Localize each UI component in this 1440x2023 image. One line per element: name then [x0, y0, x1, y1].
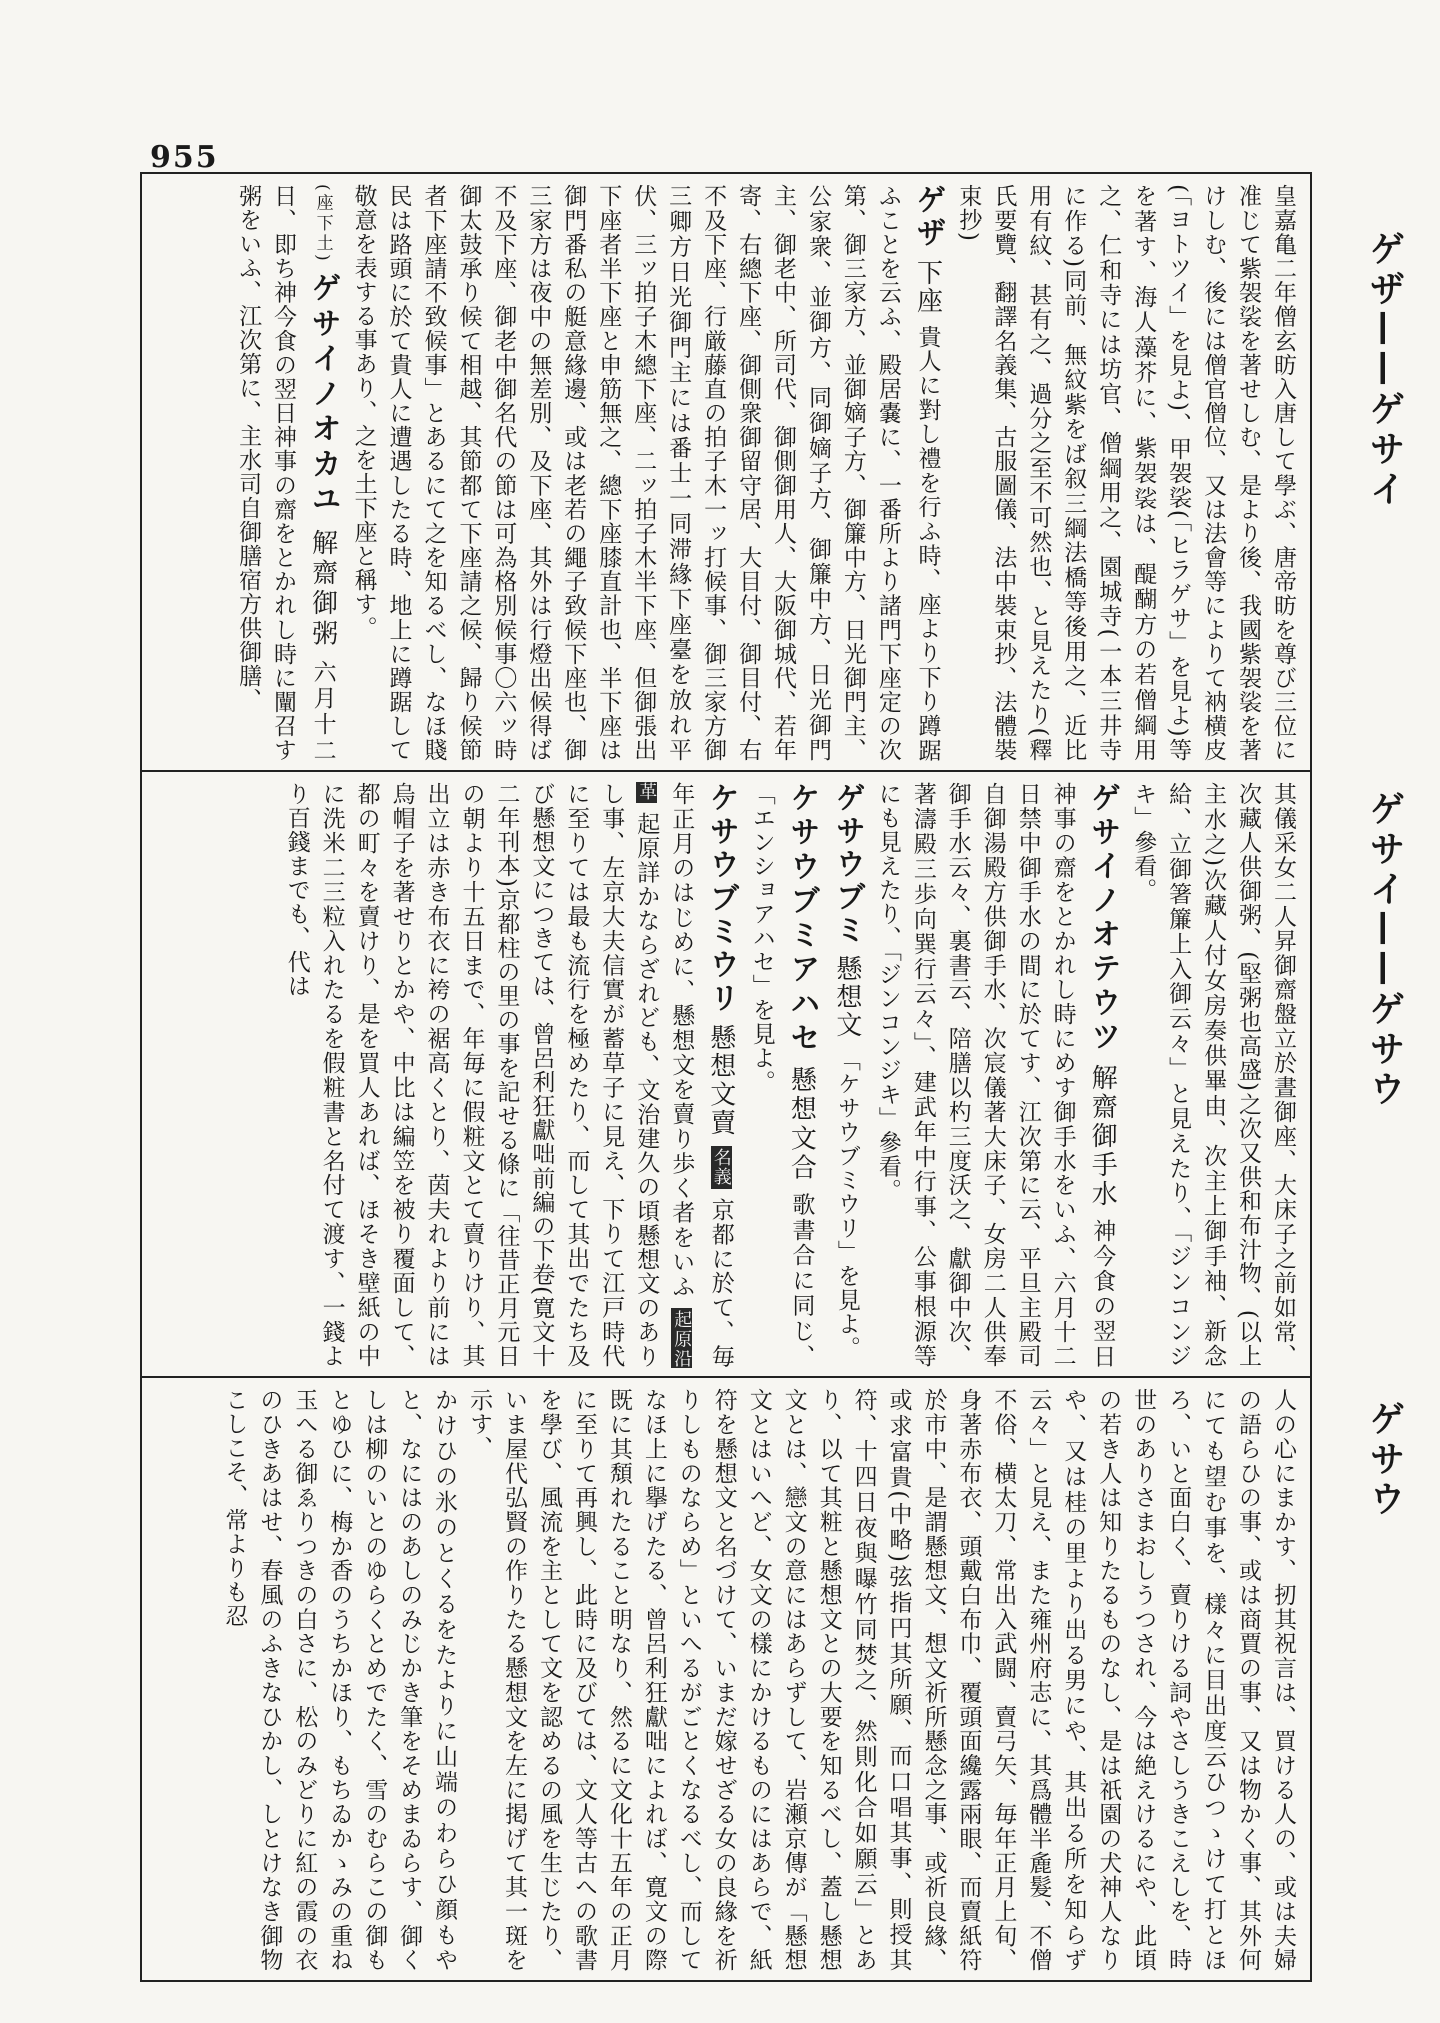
headword-kanji: 懸想文合 [786, 1065, 817, 1183]
headword-geza: ゲザ [910, 184, 946, 251]
page-number: 955 [150, 140, 219, 175]
entry-text: 神今食の翌日神事の齋をとかれし時にめす御手水をいふ、六月十二日禁中御手水の間に於てす、江次第に云、平旦主殿司自御湯殿方供御手水、次宸儀著大床子、女房二人供奉御手水云々、裏書云、陪膳以杓三度沃之、獻御中次、著濤殿三歩向巽行云々」、建武年中行事、公事根源等にも見えたり、「ジンコンジキ」參看。 [874, 782, 1116, 1368]
entry-continuation: 皇嘉亀二年僧玄昉入唐して學ぶ、唐帝昉を尊び三位に准じて紫袈裟を著せしむ、是より後、我國紫袈裟を著けしむ、後には僧官僧位、又は法會等によりて衲横皮(「ヨトツイ」を見よ)、甲袈裟(「ヒラゲサ」を見よ)等を著す、海人藻芥に、紫袈裟は、醍醐方の若僧綱用之、仁和寺には坊官、僧綱用之、園城寺(一本三井寺に作る)同前、無紋紫をば叙三綱法橋等後用之、近比用有紋、甚有之、過分之至不可然也、と見えたり(釋氏要覽、翻譯名義集、古服圖儀、法中裝束抄、法體裝束抄) [955, 184, 1296, 762]
entry-text: 六月十二日、即ち神今食の翌日神事の齋をとかれし時に闡召す粥をいふ、江次第に、主水司自御膳宿方供御膳、 [235, 184, 336, 762]
entry-text: 京都に於て、毎年正月のはじめに、懸想文を賣り歩く者をいふ [668, 782, 734, 1368]
entry-text: 「ケサウブミウリ」を見よ。 [833, 1047, 860, 1360]
headword-gesai-no-okayu: ゲサイノオカユ [305, 272, 341, 519]
text-row-bottom [152, 1388, 1300, 1972]
headword-kanji: 懸想文 [831, 955, 862, 1040]
section-tag: 名義 [710, 1148, 732, 1188]
row-divider-upper [142, 770, 1310, 772]
section-tag: 起原沿革 [636, 782, 693, 1368]
side-header-middle: ゲサイ——ゲサウ [1364, 790, 1405, 1110]
entry-continuation: 其儀采女二人昇御齋盤立於晝御座、大床子之前如常、次藏人供御粥、(堅粥也高盛)之次又供和布汁物、(以上主水之)次藏人付女房奏供畢由、次主上御手袖、新念給、立御箸簾上入御云々」と見えたり、「ジンコンジキ」參看。 [1130, 782, 1296, 1368]
entry-text: 貴人に對し禮を行ふ時、座より下り蹲踞ふことを云ふ、殿居嚢に、一番所より諸門下座定の次第、御三家方、並御嫡子方、御簾中方、日光御門主、公家衆、並御方、同御嫡子方、御簾中方、日光御門主、御老中、所司代、御側御用人、大阪御城代、若年寄、右總下座、御側衆御留守居、大目付、御目付、右不及下座、行厳藤直の拍子木一ッ打候事、御三家方御三卿方日光御門主には番士一同滞緣下座臺を放れ平伏、三ッ拍子木總下座、二ッ拍子木半下座、但御張出下座者半下座と申筋無之、總下座膝直計也、半下座は御門番私の艇意緣邊、或は老若の繩子致候下座也、御三家方は夜中の無差別、及下座、其外は行燈出候得ば不及下座、御老中御名代の節は可為格別候事〇六ッ時御太鼓承り候て相越、其節都て下座請之候、歸り候節者下座請不致候事」とあるにて之を知るべし、なほ賤民は路頭に於て貴人に遭遇したる時、地上に蹲踞して敬意を表する事あり、之を土下座と稱す。 [350, 184, 941, 762]
headword-gesaubumi: ゲサウブミ [829, 782, 865, 947]
headword-gesai-no-oteutsu: ゲサイノオテウツ [1085, 782, 1121, 1055]
side-header-top: ゲザ——ゲサイ [1364, 230, 1405, 510]
text-row-middle [152, 782, 1300, 1368]
entry-continuation: 人の心にまかす、扨其祝言は、買ける人の、或は夫婦の語らひの事、或は商賈の事、又は物かく事、其外何にても望む事を、樣々に目出度云ひつゝけて打とほろ、いと面白く、賣りける詞やさしうきこえしを、時世のありさまおしうつされ、今は絶えけるにや、此頃の若き人は知りたるものなし、是は祇園の犬神人なりや、又は桂の里より出る男にや、其出る所を知らず云々」と見え、また雍州府志に、其爲體半麁髮、不僧不俗、横太刀、常出入武闘、賣弓矢、毎年正月上旬、身著赤布衣、頭戴白布巾、覆頭面纔露兩眼、而賣紙符於市中、是謂懸想文、想文祈所懸念之事、或祈良緣、或求富貴(中略)弦指円其所願、而口唱其事、則授其符、十四日夜與曝竹同焚之、然則化合如願云」とあり、以て其粧と懸想文との大要を知るべし、蓋し懸想文とは、戀文の意にはあらずして、岩瀬京傳が「懸想文とはいへど、女文の樣にかけるものにはあらで、紙符を懸想文と名づけて、いまだ嫁せざる女の良緣を祈りしものならめ」といへるがごとくなるべし、而してなほ上に擧げたる、曾呂利狂獻咄によれば、寛文の際既に其頽れたること明なり、然るに文化十五年の正月に至りて再興し、此時に及びては、文人等古への歌書を學び、風流を主として文を認めるの風を生じたり、いま屋代弘賢の作りたる懸想文を左に掲げて其一斑を示す、 [466, 1388, 1296, 1972]
entry-text: 起原詳かならざれども、文治建久の頃懸想文のありし事、左京大夫信實が蓄草子に見え、下りて江戸時代に至りては最も流行を極めたり、而して其出でたち及び懸想文につきては、曾呂利狂獻咄前編の下卷(寛文十二年刊本)京都柱の里の事を記せる條に「往昔正月元日の朝より十五日まで、年毎に假粧文とて賣りけり、其出立は赤き布衣に袴の裾高くとり、茵夫れより前には烏帽子を著せりとかや、中比は編笠を被り覆面して、都の町々を賣けり、是を買人あれば、ほそき壁紙の中に洗米二三粒入れたるを假粧書と名付て渡す、一錢より百錢までも、代は [283, 782, 660, 1368]
entry-text: 歌書合に同じ、「エンショアハセ」を見よ。 [748, 782, 815, 1368]
quoted-letter: かけひの氷のとくるをたよりに山端のわらひ顔もやと、なにはのあしのみじかき筆をそめまゐらす、御くしは柳のいとのゆらくとめでたく、雪のむらこの御もとゆひに、梅か香のうちかほり、もちゐかゝみの重ね玉へる御ゑりつきの白さに、松のみどりに紅の霞の衣のひきあはせ、春風のふきなひかし、しとけなき御物こしこそ、常よりも忍 [221, 1388, 458, 1972]
side-header-bottom: ゲサウ [1364, 1400, 1405, 1520]
row-divider-lower [142, 1376, 1310, 1378]
entry-note: (座下土) [312, 184, 333, 262]
headword-kanji: 解齋御粥 [307, 528, 338, 650]
headword-kanji: 解齋御手水 [1087, 1063, 1118, 1210]
text-row-top [152, 184, 1300, 762]
headword-kanji: 懸想文賣 [705, 1024, 736, 1138]
headword-kanji: 下座 [912, 259, 943, 316]
headword-kesaubumi-awase: ケサウブミアハセ [784, 782, 820, 1057]
headword-kesaubumi-uri: ケサウブミウリ [703, 782, 739, 1016]
